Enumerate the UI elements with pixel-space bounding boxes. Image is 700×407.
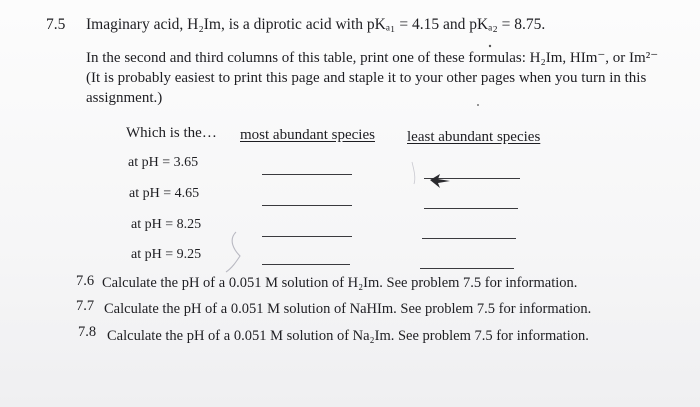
ink-dot: [489, 45, 491, 47]
problem-7-6-text: Calculate the pH of a 0.051 M solution of H₂Im. See problem 7.5 for information.: [102, 275, 578, 291]
problem-7-7-text: Calculate the pH of a 0.051 M solution of NaHIm. See problem 7.5 for information.: [104, 301, 592, 317]
row-label-ph-8-25: at pH = 8.25: [131, 217, 202, 232]
pencil-stroke-small: [412, 162, 415, 184]
instruction-line-3: assignment.): [86, 90, 163, 106]
ink-dot-2: [477, 104, 479, 106]
row-label-ph-4-65: at pH = 4.65: [129, 186, 200, 201]
problem-number-7-6: 7.6: [76, 273, 95, 289]
mouse-cursor-icon: [428, 170, 452, 192]
problem-7-8-text: Calculate the pH of a 0.051 M solution of Na₂Im. See problem 7.5 for information.: [107, 328, 589, 344]
table-header-most-abundant: most abundant species: [240, 127, 375, 143]
table-header-least-abundant: least abundant species: [407, 129, 541, 145]
pencil-stroke: [226, 232, 240, 272]
row-label-ph-3-65: at pH = 3.65: [128, 155, 199, 170]
problem-number-7-8: 7.8: [78, 324, 97, 340]
instruction-line-2: (It is probably easiest to print this page and staple it to your other pages when you turn in this: [86, 70, 647, 86]
problem-number-7-5: 7.5: [46, 16, 66, 33]
problem-7-5-title: Imaginary acid, H₂Im, is a diprotic acid with pKₐ₁ = 4.15 and pKₐ₂ = 8.75.: [86, 16, 546, 33]
row-label-ph-9-25: at pH = 9.25: [131, 247, 202, 262]
instruction-line-1: In the second and third columns of this table, print one of these formulas: H₂Im, HIm⁻, or Im²⁻: [86, 50, 659, 66]
table-header-which: Which is the…: [126, 125, 217, 141]
problem-number-7-7: 7.7: [76, 298, 95, 314]
